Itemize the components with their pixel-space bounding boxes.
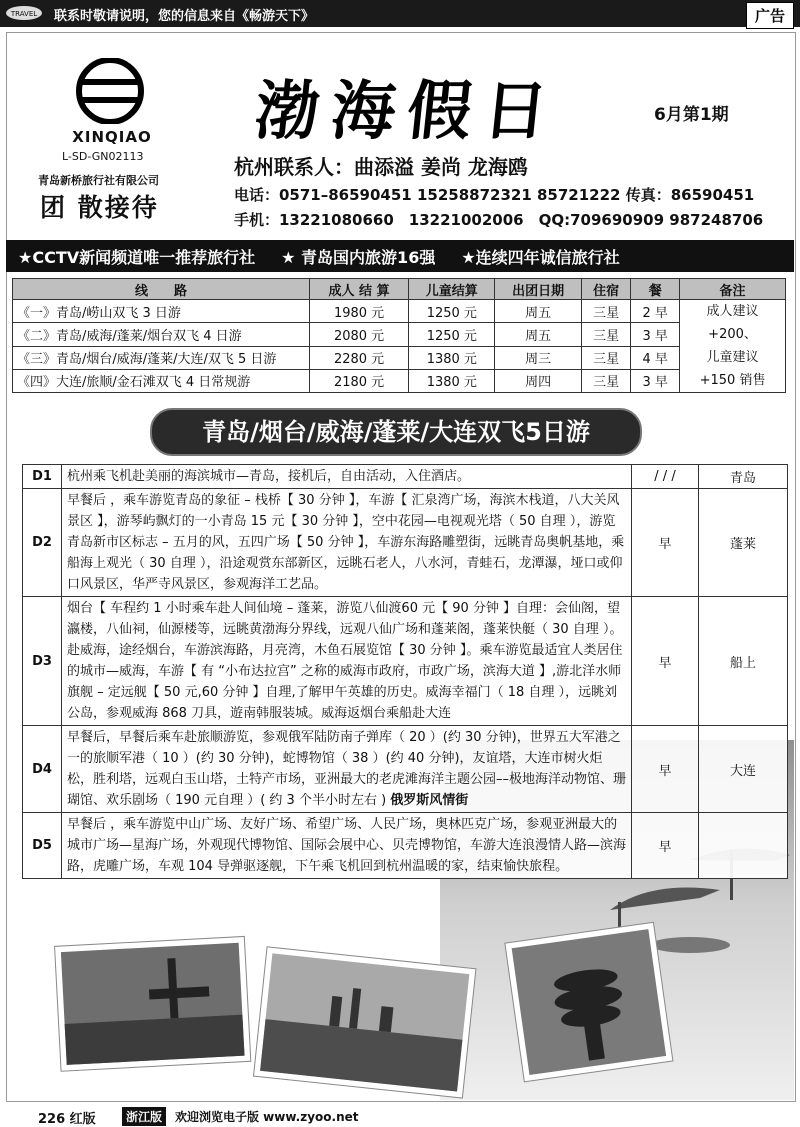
route-price-table [12, 278, 786, 393]
child-price: 1250 元 [409, 323, 495, 346]
note-line: 成人建议 [706, 304, 759, 319]
adult-price: 2280 元 [310, 346, 409, 369]
honor-item: ★ 青岛国内旅游16强 [281, 247, 436, 267]
route-name: 《三》青岛/烟台/威海/蓬莱/大连/双飞 5 日游 [13, 346, 310, 369]
honor-item: ★连续四年诚信旅行社 [461, 247, 620, 267]
meal-count: 4 早 [631, 346, 680, 369]
footer [0, 1104, 800, 1127]
itinerary-row [23, 489, 788, 597]
photo-collage [50, 920, 690, 1100]
table-header-row [13, 279, 786, 300]
hotel-class: 三星 [581, 369, 631, 392]
day-description: 烟台【 车程约 1 小时乘车赴人间仙境 – 蓬莱，游览八仙渡60 元【 90 分钟 】自理：会仙阁，望瀛楼，八仙祠，仙源楼等，远眺黄渤海分界线，远观八仙广场和蓬莱阁，蓬莱快艇（ 30 自理 ）。赴威海，途经烟台，车游滨海路，月亮湾，木鱼石展览馆【 30 分钟 】。乘车游览最适宜人类居住的城市—威海，车游【 有 “小布达拉宫” 之称的威海市政府，市政广场，滨海大道 】,游北洋水师旗舰 – 定远舰【 50 元,60 分钟 】自理,了解甲午英雄的历史。威海幸福门（ 18 自理 ），远眺刘公岛，参观威海 868 刀具，遊南韩服装城。威海返烟台乘船赴大连 [62, 597, 632, 726]
meal-count: 3 早 [631, 369, 680, 392]
day-label: D3 [23, 597, 62, 726]
column-header: 住宿 [581, 279, 631, 300]
departure-day: 周五 [495, 300, 581, 323]
day-stay: 青岛 [699, 465, 788, 489]
route-name: 《一》青岛/崂山双飞 3 日游 [13, 300, 310, 323]
adult-price: 2180 元 [310, 369, 409, 392]
note-line: 儿童建议 [706, 350, 759, 365]
departure-day: 周四 [495, 369, 581, 392]
tour-banner: 青岛/烟台/威海/蓬莱/大连双飞5日游 [150, 408, 642, 456]
itinerary-row [23, 465, 788, 489]
route-name: 《二》青岛/威海/蓬莱/烟台双飞 4 日游 [13, 323, 310, 346]
day-label: D4 [23, 726, 62, 813]
itinerary-table [22, 464, 788, 879]
child-price: 1380 元 [409, 369, 495, 392]
hotel-class: 三星 [581, 346, 631, 369]
svg-text:TRAVEL: TRAVEL [10, 10, 38, 18]
sculpture-photo [505, 922, 673, 1082]
column-header: 线 路 [13, 279, 310, 300]
phone-line: 电话：0571–86590451 15258872321 85721222 传真：86590451 [234, 186, 755, 204]
day-stay [699, 813, 788, 879]
website-notice: 欢迎浏览电子版 www.zyoo.net [175, 1110, 359, 1124]
day-meal: 早 [632, 813, 699, 879]
day-description-text: 早餐后，早餐后乘车赴旅顺游览，参观俄军陆防南子弹库（ 20 ）(约 30 分钟)，世界五大军港之一的旅顺军港（ 10 ）(约 30 分钟)，蛇博物馆（ 38 ）(约 40 分钟)，友谊塔，大连市树火炬松，胜利塔，远观白玉山塔，土特产市场，亚洲最大的老虎滩海洋主题公园––极地海洋动物馆、珊瑚馆、欢乐剧场（ 190 元自理 ）( 约 3 个半小时左右 ) [67, 730, 627, 808]
column-header: 餐 [631, 279, 680, 300]
note-line: +150 销售 [699, 373, 766, 388]
table-row [13, 369, 786, 392]
day-label: D2 [23, 489, 62, 597]
column-header: 出团日期 [495, 279, 581, 300]
source-notice: 联系时敬请说明，您的信息来自《畅游天下》 [54, 9, 315, 24]
route-name: 《四》大连/旅顺/金石滩双飞 4 日常规游 [13, 369, 310, 392]
column-header: 备注 [680, 279, 786, 300]
page-number: 226 红版 [38, 1112, 96, 1127]
honor-item: ★CCTV新闻频道唯一推荐旅行社 [18, 247, 256, 267]
issue-label: 6月第1期 [654, 105, 729, 125]
itinerary-row [23, 726, 788, 813]
service-type: 团 散接待 [40, 193, 159, 222]
note-line: +200、 [708, 327, 757, 342]
mobile-line: 手机：13221080660 13221002006 QQ:709690909 987248706 [234, 211, 764, 229]
meal-count: 3 早 [631, 323, 680, 346]
day-stay: 船上 [699, 597, 788, 726]
highlight-text: 俄罗斯风情街 [390, 793, 469, 808]
day-meal: / / / [632, 465, 699, 489]
price-note [680, 300, 786, 393]
column-header: 儿童结算 [409, 279, 495, 300]
day-description: 早餐后 ，乘车游览中山广场、友好广场、希望广场、人民广场，奥林匹克广场，参观亚洲最大的城市广场—星海广场，外观现代博物馆、国际会展中心、贝壳博物馆，车游大连浪漫情人路—滨海路，虎雕广场，车观 104 导弹驱逐舰，下午乘飞机回到杭州温暖的家，结束愉快旅程。 [62, 813, 632, 879]
day-meal: 早 [632, 726, 699, 813]
day-label: D5 [23, 813, 62, 879]
hotel-class: 三星 [581, 300, 631, 323]
table-row [13, 300, 786, 323]
day-stay: 蓬莱 [699, 489, 788, 597]
page-title: 渤海假日 [251, 74, 564, 149]
region-label: 浙江版 [122, 1107, 166, 1126]
adult-price: 1980 元 [310, 300, 409, 323]
day-description: 早餐后 ，乘车游览青岛的象征 – 栈桥【 30 分钟 】，车游【 汇泉湾广场，海滨木栈道，八大关风景区 】，游琴屿飘灯的一小青岛 15 元【 30 分钟 】，空中花园—电视观光塔（ 50 自理 ），游览青岛新市区标志 – 五月的风，五四广场【 50 分钟 】，车游东海路雕塑街，远眺青岛奥帆基地，乘船海上观光（ 30 自理 ），沿途观赏东部新区，远眺石老人，八水河，青蛙石，龙潭瀑，垭口或仰口风景区，华严寺风景区，参观海洋工艺品。 [62, 489, 632, 597]
company-name: 青岛新桥旅行社有限公司 [38, 174, 159, 187]
adult-price: 2080 元 [310, 323, 409, 346]
city-photo [253, 947, 475, 1098]
license-number: L-SD-GN02113 [62, 150, 144, 163]
child-price: 1250 元 [409, 300, 495, 323]
magazine-logo-icon [4, 4, 44, 22]
port-photo [55, 936, 251, 1071]
itinerary-row [23, 597, 788, 726]
day-stay: 大连 [699, 726, 788, 813]
child-price: 1380 元 [409, 346, 495, 369]
top-bar [0, 0, 800, 27]
day-description: 杭州乘飞机赴美丽的海滨城市—青岛，接机后，自由活动，入住酒店。 [62, 465, 632, 489]
day-description [62, 726, 632, 813]
day-meal: 早 [632, 597, 699, 726]
itinerary-row [23, 813, 788, 879]
hotel-class: 三星 [581, 323, 631, 346]
departure-day: 周三 [495, 346, 581, 369]
logo-text: XINQIAO [72, 128, 152, 146]
column-header: 成人 结 算 [310, 279, 409, 300]
honor-bar [6, 240, 794, 272]
contact-person: 杭州联系人：曲添溢 姜尚 龙海鸥 [234, 155, 528, 179]
meal-count: 2 早 [631, 300, 680, 323]
departure-day: 周五 [495, 323, 581, 346]
xinqiao-logo-icon [72, 58, 148, 124]
day-meal: 早 [632, 489, 699, 597]
table-row [13, 323, 786, 346]
day-label: D1 [23, 465, 62, 489]
ad-label: 广告 [746, 2, 794, 29]
table-row [13, 346, 786, 369]
